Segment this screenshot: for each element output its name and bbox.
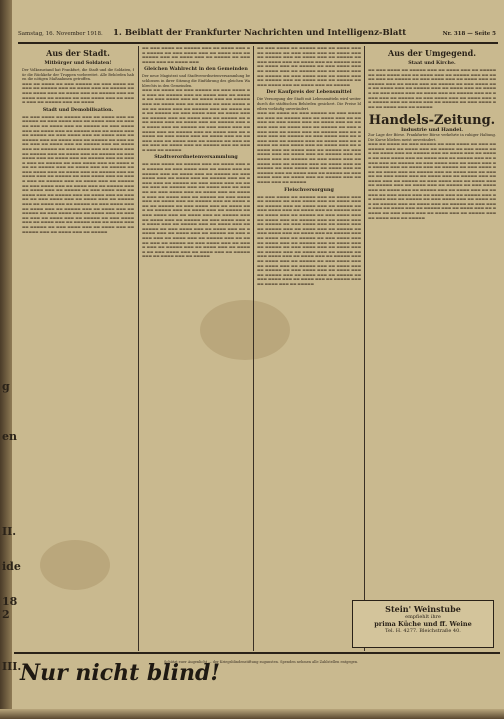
section-heading: Aus der Umgegend.	[388, 48, 476, 58]
bottom-page-edge	[0, 709, 504, 719]
business-section-title: Handels-Zeitung.	[368, 113, 496, 129]
column-2	[142, 46, 250, 646]
article-text-filler: ▬▬ ▬▬▬ ▬▬▬▬ ▬▬ ▬▬▬▬▬ ▬▬▬ ▬▬ ▬▬▬▬ ▬▬▬ ▬▬ ▬▬▬▬▬ ▬▬ ▬▬▬ ▬▬▬▬ ▬▬▬ ▬▬ ▬▬▬▬ ▬▬▬ ▬▬ ▬▬▬▬▬ ▬▬▬ ▬▬ ▬▬▬▬ ▬▬▬ ▬▬ ▬▬▬▬▬ ▬▬ ▬▬▬ ▬▬▬▬ ▬▬▬ ▬▬ ▬▬▬▬ ▬▬▬ ▬▬ ▬▬▬▬▬ ▬▬▬ ▬▬ ▬▬▬▬ ▬▬▬ ▬▬ ▬▬▬▬▬ ▬▬ ▬▬▬ ▬▬▬▬ ▬▬▬ ▬▬ ▬▬▬▬ ▬▬▬ ▬▬ ▬▬▬▬▬ ▬▬▬ ▬▬ ▬▬▬▬ ▬▬▬ ▬▬ ▬▬▬▬▬ ▬▬ ▬▬▬ ▬▬▬▬ ▬▬▬ ▬▬ ▬▬▬▬ ▬▬▬ ▬▬ ▬▬▬▬▬ ▬▬▬ ▬▬ ▬▬▬▬ ▬▬▬ ▬▬ ▬▬▬▬▬ ▬▬ ▬▬▬ ▬▬▬▬ ▬▬▬ ▬▬ ▬▬▬▬ ▬▬▬ ▬▬ ▬▬▬▬▬ ▬▬▬ ▬▬ ▬▬▬▬ ▬▬▬ ▬▬ ▬▬▬▬▬ ▬▬ ▬▬▬ ▬▬▬▬ ▬▬▬ ▬▬ ▬▬▬▬ ▬▬▬ ▬▬ ▬▬▬▬▬ ▬▬▬ ▬▬ ▬▬▬▬ ▬▬▬ ▬▬ ▬▬▬▬▬ ▬▬ ▬▬▬ ▬▬▬▬ ▬▬▬ ▬▬ ▬▬▬▬ ▬▬▬ ▬▬ ▬▬▬▬▬ ▬▬▬ ▬▬ ▬▬▬▬ ▬▬▬ ▬▬ ▬▬▬▬▬ ▬▬ ▬▬▬ ▬▬▬▬ ▬▬▬ ▬▬ ▬▬▬▬ ▬▬▬ ▬▬ ▬▬▬▬▬ ▬▬▬ ▬▬ ▬▬▬▬ ▬▬▬ ▬▬ ▬▬▬▬▬ ▬▬ ▬▬▬ ▬▬▬▬ ▬▬▬ ▬▬ ▬▬▬▬ ▬▬▬ ▬▬ ▬▬▬▬▬ ▬▬▬ ▬▬ ▬▬▬▬ ▬▬▬ ▬▬ ▬▬▬▬▬ ▬▬ ▬▬▬ ▬▬▬▬ ▬▬▬ ▬▬ ▬▬▬▬ ▬▬▬ ▬▬ ▬▬▬▬▬ ▬▬▬ ▬▬ ▬▬▬▬ ▬▬▬ ▬▬ ▬▬▬▬▬ ▬▬ ▬▬▬ ▬▬▬▬ ▬▬▬ ▬▬ ▬▬▬▬ ▬▬▬ ▬▬ ▬▬▬▬▬ ▬▬▬ ▬▬ ▬▬▬▬ ▬▬▬ ▬▬ ▬▬▬▬▬	[257, 194, 361, 286]
article-text-filler: ▬▬ ▬▬▬ ▬▬▬▬ ▬▬ ▬▬▬▬▬ ▬▬▬ ▬▬ ▬▬▬▬ ▬▬▬ ▬▬ ▬▬▬▬▬ ▬▬ ▬▬▬ ▬▬▬▬ ▬▬▬ ▬▬ ▬▬▬▬ ▬▬▬ ▬▬ ▬▬▬▬▬ ▬▬▬ ▬▬ ▬▬▬▬ ▬▬▬ ▬▬ ▬▬▬▬▬ ▬▬ ▬▬▬ ▬▬▬▬ ▬▬▬ ▬▬ ▬▬▬▬ ▬▬▬ ▬▬ ▬▬▬▬▬ ▬▬▬ ▬▬ ▬▬▬▬ ▬▬▬ ▬▬ ▬▬▬▬▬ ▬▬ ▬▬▬ ▬▬▬▬ ▬▬▬ ▬▬ ▬▬▬▬ ▬▬▬ ▬▬ ▬▬▬▬▬ ▬▬▬ ▬▬ ▬▬▬▬ ▬▬▬ ▬▬ ▬▬▬▬▬ ▬▬ ▬▬▬ ▬▬▬▬ ▬▬▬ ▬▬ ▬▬▬▬ ▬▬▬ ▬▬ ▬▬▬▬▬ ▬▬▬ ▬▬ ▬▬▬▬ ▬▬▬ ▬▬ ▬▬▬▬▬ ▬▬ ▬▬▬ ▬▬▬▬ ▬▬▬ ▬▬ ▬▬▬▬ ▬▬▬ ▬▬ ▬▬▬▬▬ ▬▬▬ ▬▬ ▬▬▬▬ ▬▬▬ ▬▬ ▬▬▬▬▬ ▬▬ ▬▬▬ ▬▬▬▬ ▬▬▬ ▬▬ ▬▬▬▬ ▬▬▬ ▬▬ ▬▬▬▬▬	[368, 68, 496, 109]
issue-date: Samstag, 16. November 1918.	[18, 31, 103, 37]
article-text: Der neue Magistrat und Stadtverordnetenversammlung beschlossen in ihrer Sitzung die Einführung des gleichen Wahlrechts in den Gemeinden.	[142, 74, 250, 88]
column-rule	[364, 46, 365, 651]
cut-fragment: 18 2	[2, 595, 18, 621]
section-heading: Aus der Stadt.	[46, 48, 110, 58]
ad-contact: Tel. H. 4277. Bleichstraße 40.	[385, 628, 461, 634]
column-4	[368, 46, 496, 596]
footer-text: Schützt euer Augenlicht — der Kriegsblindenstiftung zugunsten. Spenden nehmen alle Zahlstellen entgegen.	[164, 660, 359, 664]
article-text-filler: ▬▬ ▬▬▬ ▬▬▬▬ ▬▬ ▬▬▬▬▬ ▬▬▬ ▬▬ ▬▬▬▬ ▬▬▬ ▬▬ ▬▬▬▬▬ ▬▬ ▬▬▬ ▬▬▬▬ ▬▬▬ ▬▬ ▬▬▬▬ ▬▬▬ ▬▬ ▬▬▬▬▬ ▬▬▬ ▬▬ ▬▬▬▬ ▬▬▬ ▬▬ ▬▬▬▬▬ ▬▬ ▬▬▬ ▬▬▬▬ ▬▬▬ ▬▬ ▬▬▬▬ ▬▬▬	[142, 46, 250, 64]
article-text: Zur Lage der Börse. Frankfurter Börse verkehrte in ruhiger Haltung. Die Kurse blieben meist unverändert.	[368, 132, 496, 142]
article-text-filler: ▬▬▬ ▬▬ ▬▬▬▬ ▬▬ ▬▬▬ ▬▬▬▬▬ ▬▬ ▬▬▬ ▬▬▬▬ ▬▬ ▬▬▬ ▬▬ ▬▬▬▬▬ ▬▬▬ ▬▬ ▬▬▬▬ ▬▬▬ ▬▬ ▬▬▬▬▬ ▬▬ ▬▬▬ ▬▬▬▬ ▬▬▬ ▬▬ ▬▬▬▬ ▬▬▬ ▬▬ ▬▬▬▬▬ ▬▬▬ ▬▬ ▬▬▬▬ ▬▬▬ ▬▬ ▬▬▬▬▬ ▬▬ ▬▬▬ ▬▬▬▬ ▬▬▬ ▬▬ ▬▬▬▬ ▬▬▬ ▬▬ ▬▬▬▬▬ ▬▬▬ ▬▬ ▬▬▬▬ ▬▬▬ ▬▬ ▬▬▬▬▬ ▬▬ ▬▬▬ ▬▬▬▬ ▬▬▬ ▬▬ ▬▬▬▬ ▬▬▬ ▬▬ ▬▬▬▬▬ ▬▬▬ ▬▬ ▬▬▬▬ ▬▬▬ ▬▬ ▬▬▬▬▬ ▬▬ ▬▬▬ ▬▬▬▬ ▬▬▬ ▬▬ ▬▬▬▬ ▬▬▬ ▬▬ ▬▬▬▬▬ ▬▬▬ ▬▬ ▬▬▬▬ ▬▬▬ ▬▬ ▬▬▬▬▬ ▬▬ ▬▬▬ ▬▬▬▬ ▬▬▬ ▬▬ ▬▬▬▬ ▬▬▬ ▬▬ ▬▬▬▬▬ ▬▬▬ ▬▬ ▬▬▬▬ ▬▬▬ ▬▬ ▬▬▬▬▬ ▬▬ ▬▬▬ ▬▬▬▬ ▬▬▬ ▬▬ ▬▬▬▬ ▬▬▬ ▬▬ ▬▬▬▬▬ ▬▬▬ ▬▬ ▬▬▬▬ ▬▬▬ ▬▬ ▬▬▬▬▬ ▬▬ ▬▬▬ ▬▬▬▬ ▬▬▬ ▬▬ ▬▬▬▬ ▬▬▬ ▬▬ ▬▬▬▬▬ ▬▬▬ ▬▬ ▬▬▬▬ ▬▬▬ ▬▬ ▬▬▬▬▬ ▬▬ ▬▬▬ ▬▬▬▬ ▬▬▬ ▬▬ ▬▬▬▬ ▬▬▬ ▬▬ ▬▬▬▬▬ ▬▬▬ ▬▬ ▬▬▬▬ ▬▬▬ ▬▬ ▬▬▬▬▬ ▬▬ ▬▬▬ ▬▬▬▬ ▬▬▬ ▬▬ ▬▬▬▬ ▬▬▬ ▬▬ ▬▬▬▬▬ ▬▬▬ ▬▬ ▬▬▬▬ ▬▬▬ ▬▬ ▬▬▬▬▬ ▬▬ ▬▬▬ ▬▬▬▬ ▬▬▬ ▬▬ ▬▬▬▬ ▬▬▬ ▬▬ ▬▬▬▬▬ ▬▬▬ ▬▬ ▬▬▬▬ ▬▬▬ ▬▬ ▬▬▬▬▬ ▬▬ ▬▬▬ ▬▬▬▬ ▬▬▬ ▬▬ ▬▬▬▬ ▬▬▬ ▬▬ ▬▬▬▬▬ ▬▬▬ ▬▬ ▬▬▬▬ ▬▬▬ ▬▬ ▬▬▬▬▬	[368, 142, 496, 220]
article-text-filler: ▬▬▬ ▬▬ ▬▬▬▬ ▬▬ ▬▬▬ ▬▬▬▬▬ ▬▬ ▬▬▬ ▬▬▬▬ ▬▬ ▬▬▬ ▬▬ ▬▬▬▬▬ ▬▬▬ ▬▬ ▬▬▬▬ ▬▬▬ ▬▬ ▬▬▬▬▬ ▬▬ ▬▬▬ ▬▬▬▬ ▬▬▬ ▬▬ ▬▬▬▬ ▬▬▬ ▬▬ ▬▬▬▬▬ ▬▬▬ ▬▬ ▬▬▬▬ ▬▬▬ ▬▬ ▬▬▬▬▬ ▬▬ ▬▬▬ ▬▬▬▬ ▬▬▬ ▬▬ ▬▬▬▬ ▬▬▬ ▬▬ ▬▬▬▬▬ ▬▬▬ ▬▬ ▬▬▬▬	[22, 81, 134, 105]
article-heading: Gleichen Wahlrecht in den Gemeinden	[144, 66, 248, 73]
article-text: Die Versorgung der Stadt mit Lebensmitteln wird weiter durch die städtischen Behörden gesichert. Die Preise bleiben vorläufig unverändert.	[257, 97, 361, 111]
left-cut-column	[0, 40, 22, 673]
issue-number: Nr. 318 — Seite 5	[442, 31, 496, 37]
article-text: Der Volkszustand hat Frankfurt, die Stadt und die Soldaten, für die Rückkehr der Truppen vorbereitet. Alle Behörden haben die nötigen Maßnahmen getroffen.	[22, 68, 134, 82]
article-text-filler: ▬▬▬ ▬▬ ▬▬▬▬ ▬▬ ▬▬▬ ▬▬▬▬▬ ▬▬ ▬▬▬ ▬▬▬▬ ▬▬ ▬▬▬ ▬▬ ▬▬▬▬▬ ▬▬▬ ▬▬ ▬▬▬▬ ▬▬▬ ▬▬ ▬▬▬▬▬ ▬▬ ▬▬▬ ▬▬▬▬ ▬▬▬ ▬▬ ▬▬▬▬ ▬▬▬ ▬▬ ▬▬▬▬▬ ▬▬▬ ▬▬ ▬▬▬▬ ▬▬▬ ▬▬ ▬▬▬▬▬ ▬▬ ▬▬▬ ▬▬▬▬ ▬▬▬ ▬▬ ▬▬▬▬ ▬▬▬ ▬▬ ▬▬▬▬▬ ▬▬▬ ▬▬ ▬▬▬▬ ▬▬▬ ▬▬ ▬▬▬▬▬ ▬▬ ▬▬▬ ▬▬▬▬ ▬▬▬ ▬▬ ▬▬▬▬ ▬▬▬ ▬▬ ▬▬▬▬▬ ▬▬▬ ▬▬ ▬▬▬▬ ▬▬▬ ▬▬ ▬▬▬▬▬ ▬▬ ▬▬▬ ▬▬▬▬ ▬▬▬ ▬▬ ▬▬▬▬ ▬▬▬ ▬▬ ▬▬▬▬▬ ▬▬▬ ▬▬ ▬▬▬▬ ▬▬▬ ▬▬ ▬▬▬▬▬ ▬▬ ▬▬▬ ▬▬▬▬ ▬▬▬ ▬▬ ▬▬▬▬ ▬▬▬ ▬▬ ▬▬▬▬▬ ▬▬▬ ▬▬ ▬▬▬▬ ▬▬▬ ▬▬ ▬▬▬▬▬ ▬▬ ▬▬▬ ▬▬▬▬ ▬▬▬ ▬▬ ▬▬▬▬ ▬▬▬ ▬▬ ▬▬▬▬▬ ▬▬▬ ▬▬ ▬▬▬▬ ▬▬▬ ▬▬ ▬▬▬▬▬ ▬▬ ▬▬▬ ▬▬▬▬ ▬▬▬ ▬▬ ▬▬▬▬ ▬▬▬ ▬▬ ▬▬▬▬▬ ▬▬▬ ▬▬ ▬▬▬▬ ▬▬▬ ▬▬ ▬▬▬▬▬ ▬▬ ▬▬▬ ▬▬▬▬ ▬▬▬ ▬▬ ▬▬▬▬ ▬▬▬ ▬▬ ▬▬▬▬▬ ▬▬▬ ▬▬ ▬▬▬▬ ▬▬▬ ▬▬ ▬▬▬▬▬	[257, 111, 361, 185]
article-heading: Der Kaufpreis der Lebensmittel	[266, 89, 352, 96]
ad-title: Stein' Weinstube	[385, 604, 461, 614]
article-heading: Staat und Kirche.	[408, 60, 456, 66]
cut-fragment: g	[2, 380, 10, 393]
column-1	[22, 46, 134, 646]
business-section-subtitle: Industrie und Handel.	[400, 127, 464, 134]
cut-fragment: en	[2, 430, 17, 443]
ad-line: prima Küche und ff. Weine	[374, 620, 472, 628]
column-rule	[138, 46, 139, 651]
page-header	[18, 28, 498, 44]
article-heading: Stadt und Demobilisation.	[42, 106, 114, 113]
article-heading: Fleischversorgung	[284, 186, 334, 193]
footer-banner	[14, 652, 500, 700]
column-rule	[253, 46, 254, 651]
column-3	[257, 46, 361, 646]
wine-bar-advertisement	[352, 600, 494, 648]
ad-line: empfiehlt ihre	[405, 614, 441, 620]
masthead: 1. Beiblatt der Frankfurter Nachrichten und Intelligenz-Blatt	[113, 28, 407, 38]
article-heading: Stadtverordnetenversammlung	[154, 154, 238, 161]
article-text-filler: ▬▬ ▬▬▬ ▬▬▬▬ ▬▬ ▬▬▬▬▬ ▬▬▬ ▬▬ ▬▬▬▬ ▬▬▬ ▬▬ ▬▬▬▬▬ ▬▬ ▬▬▬ ▬▬▬▬ ▬▬▬ ▬▬ ▬▬▬▬ ▬▬▬ ▬▬ ▬▬▬▬▬ ▬▬▬ ▬▬ ▬▬▬▬ ▬▬▬ ▬▬ ▬▬▬▬▬ ▬▬ ▬▬▬ ▬▬▬▬ ▬▬▬ ▬▬ ▬▬▬▬ ▬▬▬ ▬▬ ▬▬▬▬▬ ▬▬▬ ▬▬ ▬▬▬▬ ▬▬▬ ▬▬ ▬▬▬▬▬ ▬▬ ▬▬▬ ▬▬▬▬ ▬▬▬ ▬▬ ▬▬▬▬ ▬▬▬ ▬▬ ▬▬▬▬▬ ▬▬▬ ▬▬ ▬▬▬▬ ▬▬▬ ▬▬ ▬▬▬▬▬ ▬▬ ▬▬▬ ▬▬▬▬ ▬▬▬ ▬▬ ▬▬▬▬ ▬▬▬ ▬▬ ▬▬▬▬▬ ▬▬▬ ▬▬ ▬▬▬▬ ▬▬▬ ▬▬ ▬▬▬▬▬ ▬▬ ▬▬▬ ▬▬▬▬ ▬▬▬ ▬▬ ▬▬▬▬ ▬▬▬ ▬▬ ▬▬▬▬▬ ▬▬▬ ▬▬ ▬▬▬▬ ▬▬▬ ▬▬ ▬▬▬▬▬ ▬▬ ▬▬▬ ▬▬▬▬ ▬▬▬ ▬▬ ▬▬▬▬ ▬▬▬ ▬▬ ▬▬▬▬▬ ▬▬▬ ▬▬ ▬▬▬▬ ▬▬▬ ▬▬ ▬▬▬▬▬ ▬▬ ▬▬▬ ▬▬▬▬ ▬▬▬ ▬▬ ▬▬▬▬ ▬▬▬ ▬▬ ▬▬▬▬▬ ▬▬▬ ▬▬ ▬▬▬▬ ▬▬▬ ▬▬ ▬▬▬▬▬ ▬▬ ▬▬▬ ▬▬▬▬ ▬▬▬ ▬▬ ▬▬▬▬ ▬▬▬ ▬▬ ▬▬▬▬▬ ▬▬▬ ▬▬ ▬▬▬▬ ▬▬▬ ▬▬ ▬▬▬▬▬ ▬▬ ▬▬▬ ▬▬▬▬ ▬▬▬ ▬▬ ▬▬▬▬ ▬▬▬ ▬▬ ▬▬▬▬▬ ▬▬▬ ▬▬ ▬▬▬▬ ▬▬▬ ▬▬ ▬▬▬▬▬ ▬▬ ▬▬▬ ▬▬▬▬ ▬▬▬ ▬▬ ▬▬▬▬ ▬▬▬ ▬▬ ▬▬▬▬▬ ▬▬▬ ▬▬ ▬▬▬▬ ▬▬▬ ▬▬ ▬▬▬▬▬ ▬▬ ▬▬▬ ▬▬▬▬ ▬▬▬ ▬▬ ▬▬▬▬ ▬▬▬ ▬▬ ▬▬▬▬▬ ▬▬▬ ▬▬ ▬▬▬▬ ▬▬▬ ▬▬ ▬▬▬▬▬ ▬▬ ▬▬▬ ▬▬▬▬ ▬▬▬ ▬▬ ▬▬▬▬ ▬▬▬ ▬▬ ▬▬▬▬▬ ▬▬▬ ▬▬ ▬▬▬▬ ▬▬▬ ▬▬ ▬▬▬▬▬	[142, 162, 250, 259]
article-text-filler: ▬▬▬ ▬▬ ▬▬▬▬ ▬▬ ▬▬▬ ▬▬▬▬▬ ▬▬ ▬▬▬ ▬▬▬▬ ▬▬ ▬▬▬ ▬▬ ▬▬▬▬▬ ▬▬▬ ▬▬ ▬▬▬▬ ▬▬▬ ▬▬ ▬▬▬▬▬ ▬▬ ▬▬▬ ▬▬▬▬ ▬▬▬ ▬▬ ▬▬▬▬ ▬▬▬ ▬▬ ▬▬▬▬▬ ▬▬▬ ▬▬ ▬▬▬▬ ▬▬▬ ▬▬ ▬▬▬▬▬ ▬▬ ▬▬▬ ▬▬▬▬ ▬▬▬ ▬▬ ▬▬▬▬ ▬▬▬ ▬▬ ▬▬▬▬▬ ▬▬▬ ▬▬ ▬▬▬▬ ▬▬▬ ▬▬ ▬▬▬▬▬ ▬▬ ▬▬▬ ▬▬▬▬ ▬▬▬ ▬▬ ▬▬▬▬ ▬▬▬ ▬▬ ▬▬▬▬▬ ▬▬▬ ▬▬ ▬▬▬▬ ▬▬▬ ▬▬ ▬▬▬▬▬ ▬▬ ▬▬▬ ▬▬▬▬ ▬▬▬ ▬▬ ▬▬▬▬ ▬▬▬ ▬▬ ▬▬▬▬▬ ▬▬▬ ▬▬ ▬▬▬▬ ▬▬▬ ▬▬ ▬▬▬▬▬ ▬▬ ▬▬▬ ▬▬▬▬ ▬▬▬ ▬▬ ▬▬▬▬ ▬▬▬ ▬▬ ▬▬▬▬▬ ▬▬▬ ▬▬ ▬▬▬▬ ▬▬▬ ▬▬ ▬▬▬▬▬ ▬▬ ▬▬▬ ▬▬▬▬ ▬▬▬ ▬▬ ▬▬▬▬ ▬▬▬ ▬▬ ▬▬▬▬▬ ▬▬▬ ▬▬ ▬▬▬▬ ▬▬▬ ▬▬ ▬▬▬▬▬ ▬▬ ▬▬▬ ▬▬▬▬ ▬▬▬ ▬▬ ▬▬▬▬ ▬▬▬ ▬▬ ▬▬▬▬▬ ▬▬▬ ▬▬ ▬▬▬▬ ▬▬▬ ▬▬ ▬▬▬▬▬	[142, 88, 250, 152]
article-heading: Mitbürger und Soldaten!	[44, 60, 112, 66]
cut-fragment: II.	[2, 525, 17, 538]
cut-fragment: ide	[2, 560, 21, 573]
cut-fragment: III.	[2, 660, 22, 673]
article-text-filler: ▬▬ ▬▬▬ ▬▬▬▬ ▬▬ ▬▬▬▬▬ ▬▬▬ ▬▬ ▬▬▬▬ ▬▬▬ ▬▬ ▬▬▬▬▬ ▬▬ ▬▬▬ ▬▬▬▬ ▬▬▬ ▬▬ ▬▬▬▬ ▬▬▬ ▬▬ ▬▬▬▬▬ ▬▬▬ ▬▬ ▬▬▬▬ ▬▬▬ ▬▬ ▬▬▬▬▬ ▬▬ ▬▬▬ ▬▬▬▬ ▬▬▬ ▬▬ ▬▬▬▬ ▬▬▬ ▬▬ ▬▬▬▬▬ ▬▬▬ ▬▬ ▬▬▬▬ ▬▬▬ ▬▬ ▬▬▬▬▬ ▬▬ ▬▬▬ ▬▬▬▬ ▬▬▬ ▬▬ ▬▬▬▬ ▬▬▬ ▬▬ ▬▬▬▬▬ ▬▬▬ ▬▬ ▬▬▬▬ ▬▬▬ ▬▬ ▬▬▬▬▬ ▬▬ ▬▬▬ ▬▬▬▬ ▬▬▬ ▬▬ ▬▬▬▬ ▬▬▬ ▬▬ ▬▬▬▬▬ ▬▬▬ ▬▬ ▬▬▬▬ ▬▬▬ ▬▬ ▬▬▬▬▬ ▬▬ ▬▬▬ ▬▬▬▬ ▬▬▬ ▬▬ ▬▬▬▬ ▬▬▬ ▬▬ ▬▬▬▬▬ ▬▬▬ ▬▬ ▬▬▬▬ ▬▬▬ ▬▬ ▬▬▬▬▬ ▬▬ ▬▬▬ ▬▬▬▬ ▬▬▬ ▬▬ ▬▬▬▬ ▬▬▬ ▬▬ ▬▬▬▬▬ ▬▬▬ ▬▬ ▬▬▬▬ ▬▬▬ ▬▬ ▬▬▬▬▬ ▬▬ ▬▬▬ ▬▬▬▬ ▬▬▬ ▬▬ ▬▬▬▬ ▬▬▬ ▬▬ ▬▬▬▬▬ ▬▬▬ ▬▬ ▬▬▬▬ ▬▬▬ ▬▬ ▬▬▬▬▬ ▬▬ ▬▬▬ ▬▬▬▬ ▬▬▬ ▬▬ ▬▬▬▬ ▬▬▬ ▬▬ ▬▬▬▬▬ ▬▬▬ ▬▬ ▬▬▬▬ ▬▬▬ ▬▬ ▬▬▬▬▬ ▬▬ ▬▬▬ ▬▬▬▬ ▬▬▬ ▬▬ ▬▬▬▬ ▬▬▬ ▬▬ ▬▬▬▬▬ ▬▬▬ ▬▬ ▬▬▬▬ ▬▬▬ ▬▬ ▬▬▬▬▬ ▬▬ ▬▬▬ ▬▬▬▬ ▬▬▬ ▬▬ ▬▬▬▬ ▬▬▬ ▬▬ ▬▬▬▬▬ ▬▬▬ ▬▬ ▬▬▬▬ ▬▬▬ ▬▬ ▬▬▬▬▬ ▬▬ ▬▬▬ ▬▬▬▬ ▬▬▬ ▬▬ ▬▬▬▬ ▬▬▬ ▬▬ ▬▬▬▬▬ ▬▬▬ ▬▬ ▬▬▬▬ ▬▬▬ ▬▬ ▬▬▬▬▬ ▬▬ ▬▬▬ ▬▬▬▬ ▬▬▬ ▬▬ ▬▬▬▬ ▬▬▬ ▬▬ ▬▬▬▬▬ ▬▬▬ ▬▬ ▬▬▬▬ ▬▬▬ ▬▬ ▬▬▬▬▬ ▬▬ ▬▬▬ ▬▬▬▬ ▬▬▬ ▬▬ ▬▬▬▬ ▬▬▬ ▬▬ ▬▬▬▬▬ ▬▬▬ ▬▬ ▬▬▬▬ ▬▬▬ ▬▬ ▬▬▬▬▬ ▬▬ ▬▬▬ ▬▬▬▬ ▬▬▬ ▬▬ ▬▬▬▬ ▬▬▬ ▬▬ ▬▬▬▬▬ ▬▬▬ ▬▬ ▬▬▬▬ ▬▬▬ ▬▬ ▬▬▬▬▬ ▬▬ ▬▬▬ ▬▬▬▬ ▬▬▬ ▬▬ ▬▬▬▬ ▬▬▬ ▬▬ ▬▬▬▬▬ ▬▬▬ ▬▬ ▬▬▬▬ ▬▬▬ ▬▬ ▬▬▬▬▬ ▬▬ ▬▬▬ ▬▬▬▬ ▬▬▬ ▬▬ ▬▬▬▬ ▬▬▬ ▬▬ ▬▬▬▬▬ ▬▬▬ ▬▬ ▬▬▬▬ ▬▬▬ ▬▬ ▬▬▬▬▬	[22, 114, 134, 234]
footer-slogan: Nur nicht blind!	[20, 660, 221, 686]
article-text-filler: ▬▬ ▬▬▬ ▬▬▬▬ ▬▬ ▬▬▬▬▬ ▬▬▬ ▬▬ ▬▬▬▬ ▬▬▬ ▬▬ ▬▬▬▬▬ ▬▬ ▬▬▬ ▬▬▬▬ ▬▬▬ ▬▬ ▬▬▬▬ ▬▬▬ ▬▬ ▬▬▬▬▬ ▬▬▬ ▬▬ ▬▬▬▬ ▬▬▬ ▬▬ ▬▬▬▬▬ ▬▬ ▬▬▬ ▬▬▬▬ ▬▬▬ ▬▬ ▬▬▬▬ ▬▬▬ ▬▬ ▬▬▬▬▬ ▬▬▬ ▬▬ ▬▬▬▬ ▬▬▬ ▬▬ ▬▬▬▬▬ ▬▬ ▬▬▬ ▬▬▬▬ ▬▬▬ ▬▬ ▬▬▬▬ ▬▬▬ ▬▬ ▬▬▬▬▬ ▬▬▬ ▬▬ ▬▬▬▬ ▬▬▬ ▬▬ ▬▬▬▬▬ ▬▬ ▬▬▬ ▬▬▬▬ ▬▬▬ ▬▬ ▬▬▬▬ ▬▬▬ ▬▬ ▬▬▬▬▬ ▬▬▬ ▬▬ ▬▬▬▬ ▬▬▬ ▬▬ ▬▬▬▬▬ ▬▬ ▬▬▬ ▬▬▬▬ ▬▬▬ ▬▬ ▬▬▬▬ ▬▬▬ ▬▬ ▬▬▬▬▬	[257, 46, 361, 87]
